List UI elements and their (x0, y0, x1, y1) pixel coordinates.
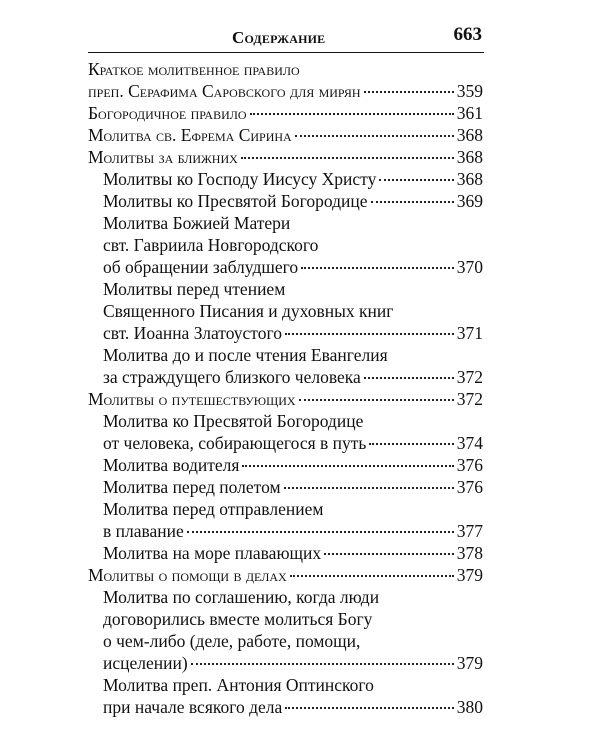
toc-entry-line (88, 520, 483, 542)
toc-entry-title: Молитва водителя (103, 455, 240, 475)
toc-entry-line (88, 432, 483, 454)
toc-page-number: 379 (456, 565, 483, 585)
dot-leader (250, 112, 454, 115)
toc-page-number: 361 (456, 103, 483, 123)
toc-entry-line (88, 234, 483, 256)
toc-entry-line (88, 366, 483, 388)
toc-entry-title: Молитвы ко Господу Иисусу Христу (103, 169, 377, 189)
toc-entry-title: свт. Иоанна Златоустого (103, 323, 282, 343)
toc-entry-line (88, 476, 483, 498)
toc-entry-title: Молитвы ко Пресвятой Богородице (103, 191, 368, 211)
toc-entry-line (88, 322, 483, 344)
toc-entry-line (88, 102, 483, 124)
toc-entry-title: в плавание (103, 521, 184, 541)
toc-entry-line (88, 630, 483, 652)
toc-page-number: 372 (456, 367, 483, 387)
toc-entry-line (88, 168, 483, 190)
toc-entry-title: об обращении заблудшего (103, 257, 299, 277)
toc-entry-line (88, 542, 483, 564)
toc-entry-line (88, 586, 483, 608)
toc-entry-title: Священного Писания и духовных книг (103, 301, 394, 321)
toc-page-number: 359 (456, 81, 483, 101)
dot-leader (364, 90, 454, 93)
toc-entry-line (88, 454, 483, 476)
toc-entry-title: договорились вместе молиться Богу (103, 609, 373, 629)
toc-entry-line (88, 674, 483, 696)
toc-entry-line (88, 146, 483, 168)
toc-entry-line (88, 212, 483, 234)
toc-entry-line (88, 80, 483, 102)
toc-entry-line (88, 564, 483, 586)
toc-page-number: 380 (456, 697, 483, 717)
toc-entry-line (88, 498, 483, 520)
toc-entry-line (88, 344, 483, 366)
dot-leader (364, 376, 454, 379)
toc-page-number: 372 (456, 389, 483, 409)
page-header (88, 22, 484, 53)
toc-page-number: 371 (456, 323, 483, 343)
dot-leader (285, 706, 453, 709)
toc-entry-line (88, 410, 483, 432)
toc-page-number: 370 (456, 257, 483, 277)
toc-entry-line (88, 124, 483, 146)
toc-entry-title: Молитва св. Ефрема Сирина (88, 125, 292, 145)
toc-entry-line (88, 696, 483, 718)
toc-page-number: 368 (456, 125, 483, 145)
toc-entry-line (88, 300, 483, 322)
toc-page-number: 379 (456, 653, 483, 673)
dot-leader (187, 530, 454, 533)
toc-entry-title: Молитвы перед чтением (103, 279, 286, 299)
dot-leader (191, 662, 454, 665)
toc-page-number: 376 (456, 455, 483, 475)
toc-page-number: 378 (456, 543, 483, 563)
running-title: Содержание (232, 28, 326, 47)
dot-leader (379, 178, 453, 181)
toc-entry-title: Молитвы о путешествующих (88, 389, 296, 409)
dot-leader (241, 156, 454, 159)
toc-entry-title: Молитва по соглашению, когда люди (103, 587, 380, 607)
toc-entry-title: Молитва Божией Матери (103, 213, 291, 233)
toc-entry-title: Молитвы о помощи в делах (88, 565, 287, 585)
toc-page-number: 369 (456, 191, 483, 211)
toc-entry-title: Богородичное правило (88, 103, 247, 123)
toc-page-number: 376 (456, 477, 483, 497)
toc-entry-title: Молитва перед отправлением (103, 499, 324, 519)
dot-leader (324, 552, 454, 555)
toc-entry-title: свт. Гавриила Новгородского (103, 235, 319, 255)
dot-leader (299, 398, 454, 401)
toc-entry-line (88, 388, 483, 410)
toc-entry-line (88, 278, 483, 300)
toc-page-number: 374 (456, 433, 483, 453)
toc-entry-title: от человека, собирающегося в путь (103, 433, 367, 453)
toc-entry-title: исцелении) (103, 653, 188, 673)
toc-page-number: 368 (456, 147, 483, 167)
toc-entry-title: Молитва преп. Антония Оптинского (103, 675, 374, 695)
page-number: 663 (453, 24, 482, 45)
toc-entry-title: Молитва ко Пресвятой Богородице (103, 411, 364, 431)
dot-leader (371, 200, 454, 203)
toc-entry-line (88, 608, 483, 630)
toc-entry-title: о чем-либо (деле, работе, помощи, (103, 631, 361, 651)
toc-entry-title: за страждущего близкого человека (103, 367, 361, 387)
toc-entry-title: Молитва до и после чтения Евангелия (103, 345, 388, 365)
dot-leader (369, 442, 453, 445)
toc-entry-title: Молитва на море плавающих (103, 543, 322, 563)
toc-entry-title: при начале всякого дела (103, 697, 283, 717)
toc-page-number: 377 (456, 521, 483, 541)
dot-leader (290, 574, 454, 577)
toc-page-number: 368 (456, 169, 483, 189)
dot-leader (285, 332, 454, 335)
toc-entry-line (88, 190, 483, 212)
toc-entry-title: Краткое молитвенное правило (88, 59, 300, 79)
toc-entry-title: Молитвы за ближних (88, 147, 238, 167)
toc-entry-line (88, 58, 483, 80)
toc-entry-line (88, 256, 483, 278)
toc-entry-title: Молитва перед полетом (103, 477, 281, 497)
dot-leader (284, 486, 454, 489)
table-of-contents (88, 58, 483, 718)
dot-leader (301, 266, 454, 269)
toc-entry-title: преп. Серафима Саровского для мирян (88, 81, 361, 101)
dot-leader (242, 464, 453, 467)
dot-leader (295, 134, 454, 137)
toc-entry-line (88, 652, 483, 674)
